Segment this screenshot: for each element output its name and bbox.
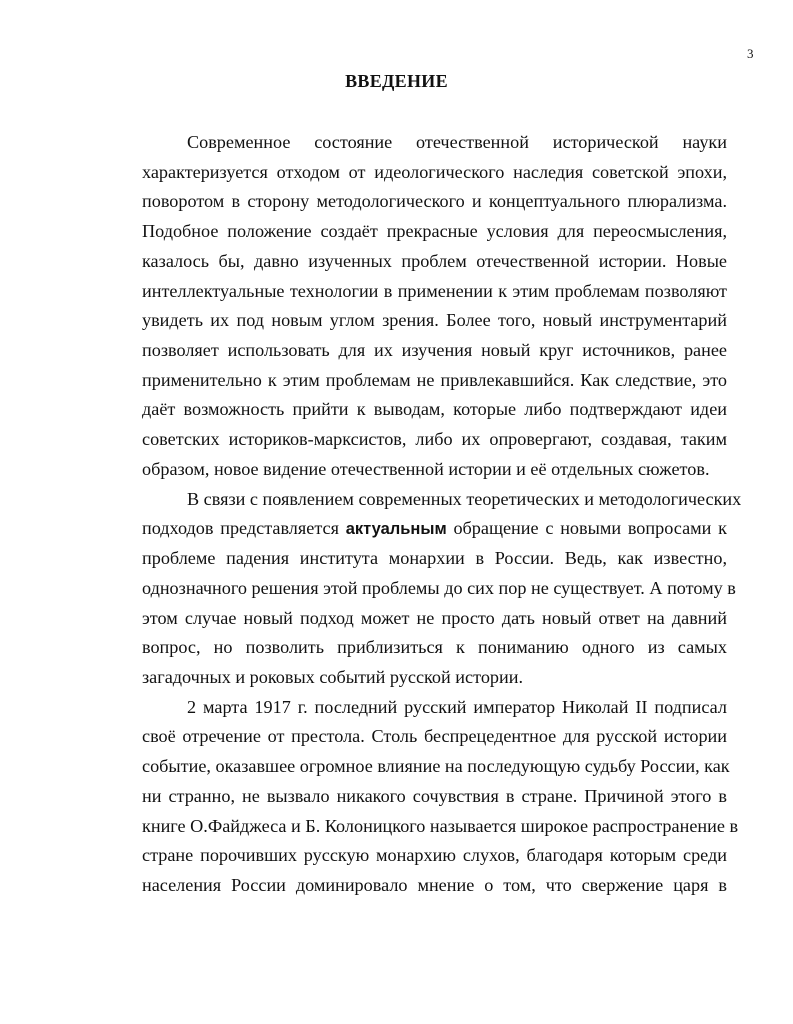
text-line: казалось бы, давно изученных проблем отечественной истории. Новые xyxy=(142,250,727,271)
text-line: населения России доминировало мнение о том, что свержение царя в xyxy=(142,874,727,895)
text-line: своё отречение от престола. Столь беспрецедентное для русской истории xyxy=(142,726,727,747)
text-line xyxy=(142,514,727,544)
text-line: книге О.Файджеса и Б. Колоницкого называется широкое распространение в xyxy=(142,815,739,836)
text-line: стране порочивших русскую монархию слухов, благодаря которым среди xyxy=(142,845,727,866)
text-line: даёт возможность прийти к выводам, которые либо подтверждают идеи xyxy=(142,399,727,420)
text-line: увидеть их под новым углом зрения. Более того, новый инструментарий xyxy=(142,310,727,331)
text-line: В связи с появлением современных теоретических и методологических xyxy=(187,488,742,509)
text-line: вопрос, но позволить приблизиться к пониманию одного из самых xyxy=(142,637,727,658)
text-line: 2 марта 1917 г. последний русский император Николай II подписал xyxy=(187,696,727,717)
section-title: ВВЕДЕНИЕ xyxy=(345,71,448,91)
text-line: событие, оказавшее огромное влияние на последующую судьбу России, как xyxy=(142,756,730,777)
paragraph xyxy=(142,128,727,485)
text-line: Подобное положение создаёт прекрасные условия для переосмысления, xyxy=(142,221,727,242)
text-line: этом случае новый подход может не просто дать новый ответ на давний xyxy=(142,607,727,628)
emphasized-term: актуальным xyxy=(345,520,447,539)
text-line: позволяет использовать для их изучения новый круг источников, ранее xyxy=(142,340,727,361)
body-text xyxy=(142,128,742,901)
text-segment: обращение с новыми вопросами к xyxy=(446,518,727,539)
text-line: характеризуется отходом от идеологического наследия советской эпохи, xyxy=(142,161,727,182)
text-line: ни странно, не вызвало никакого сочувствия в стране. Причиной этого в xyxy=(142,785,727,806)
paragraph xyxy=(142,693,739,901)
text-line: поворотом в сторону методологического и концептуального плюрализма. xyxy=(142,191,727,212)
text-line: применительно к этим проблемам не привлекавшийся. Как следствие, это xyxy=(142,369,727,390)
text-segment: подходов представляется xyxy=(142,518,346,539)
text-line: проблеме падения института монархии в России. Ведь, как известно, xyxy=(142,548,727,569)
page-number: 3 xyxy=(747,46,754,61)
text-line: интеллектуальные технологии в применении к этим проблемам позволяют xyxy=(142,280,727,301)
paragraph xyxy=(142,485,742,693)
text-line: загадочных и роковых событий русской истории. xyxy=(142,666,524,687)
text-line: однозначного решения этой проблемы до сих пор не существует. А потому в xyxy=(142,577,736,598)
text-line: Современное состояние отечественной исторической науки xyxy=(187,132,727,152)
text-line: образом, новое видение отечественной истории и её отдельных сюжетов. xyxy=(142,458,710,479)
text-line: советских историков-марксистов, либо их опровергают, создавая, таким xyxy=(142,429,727,450)
